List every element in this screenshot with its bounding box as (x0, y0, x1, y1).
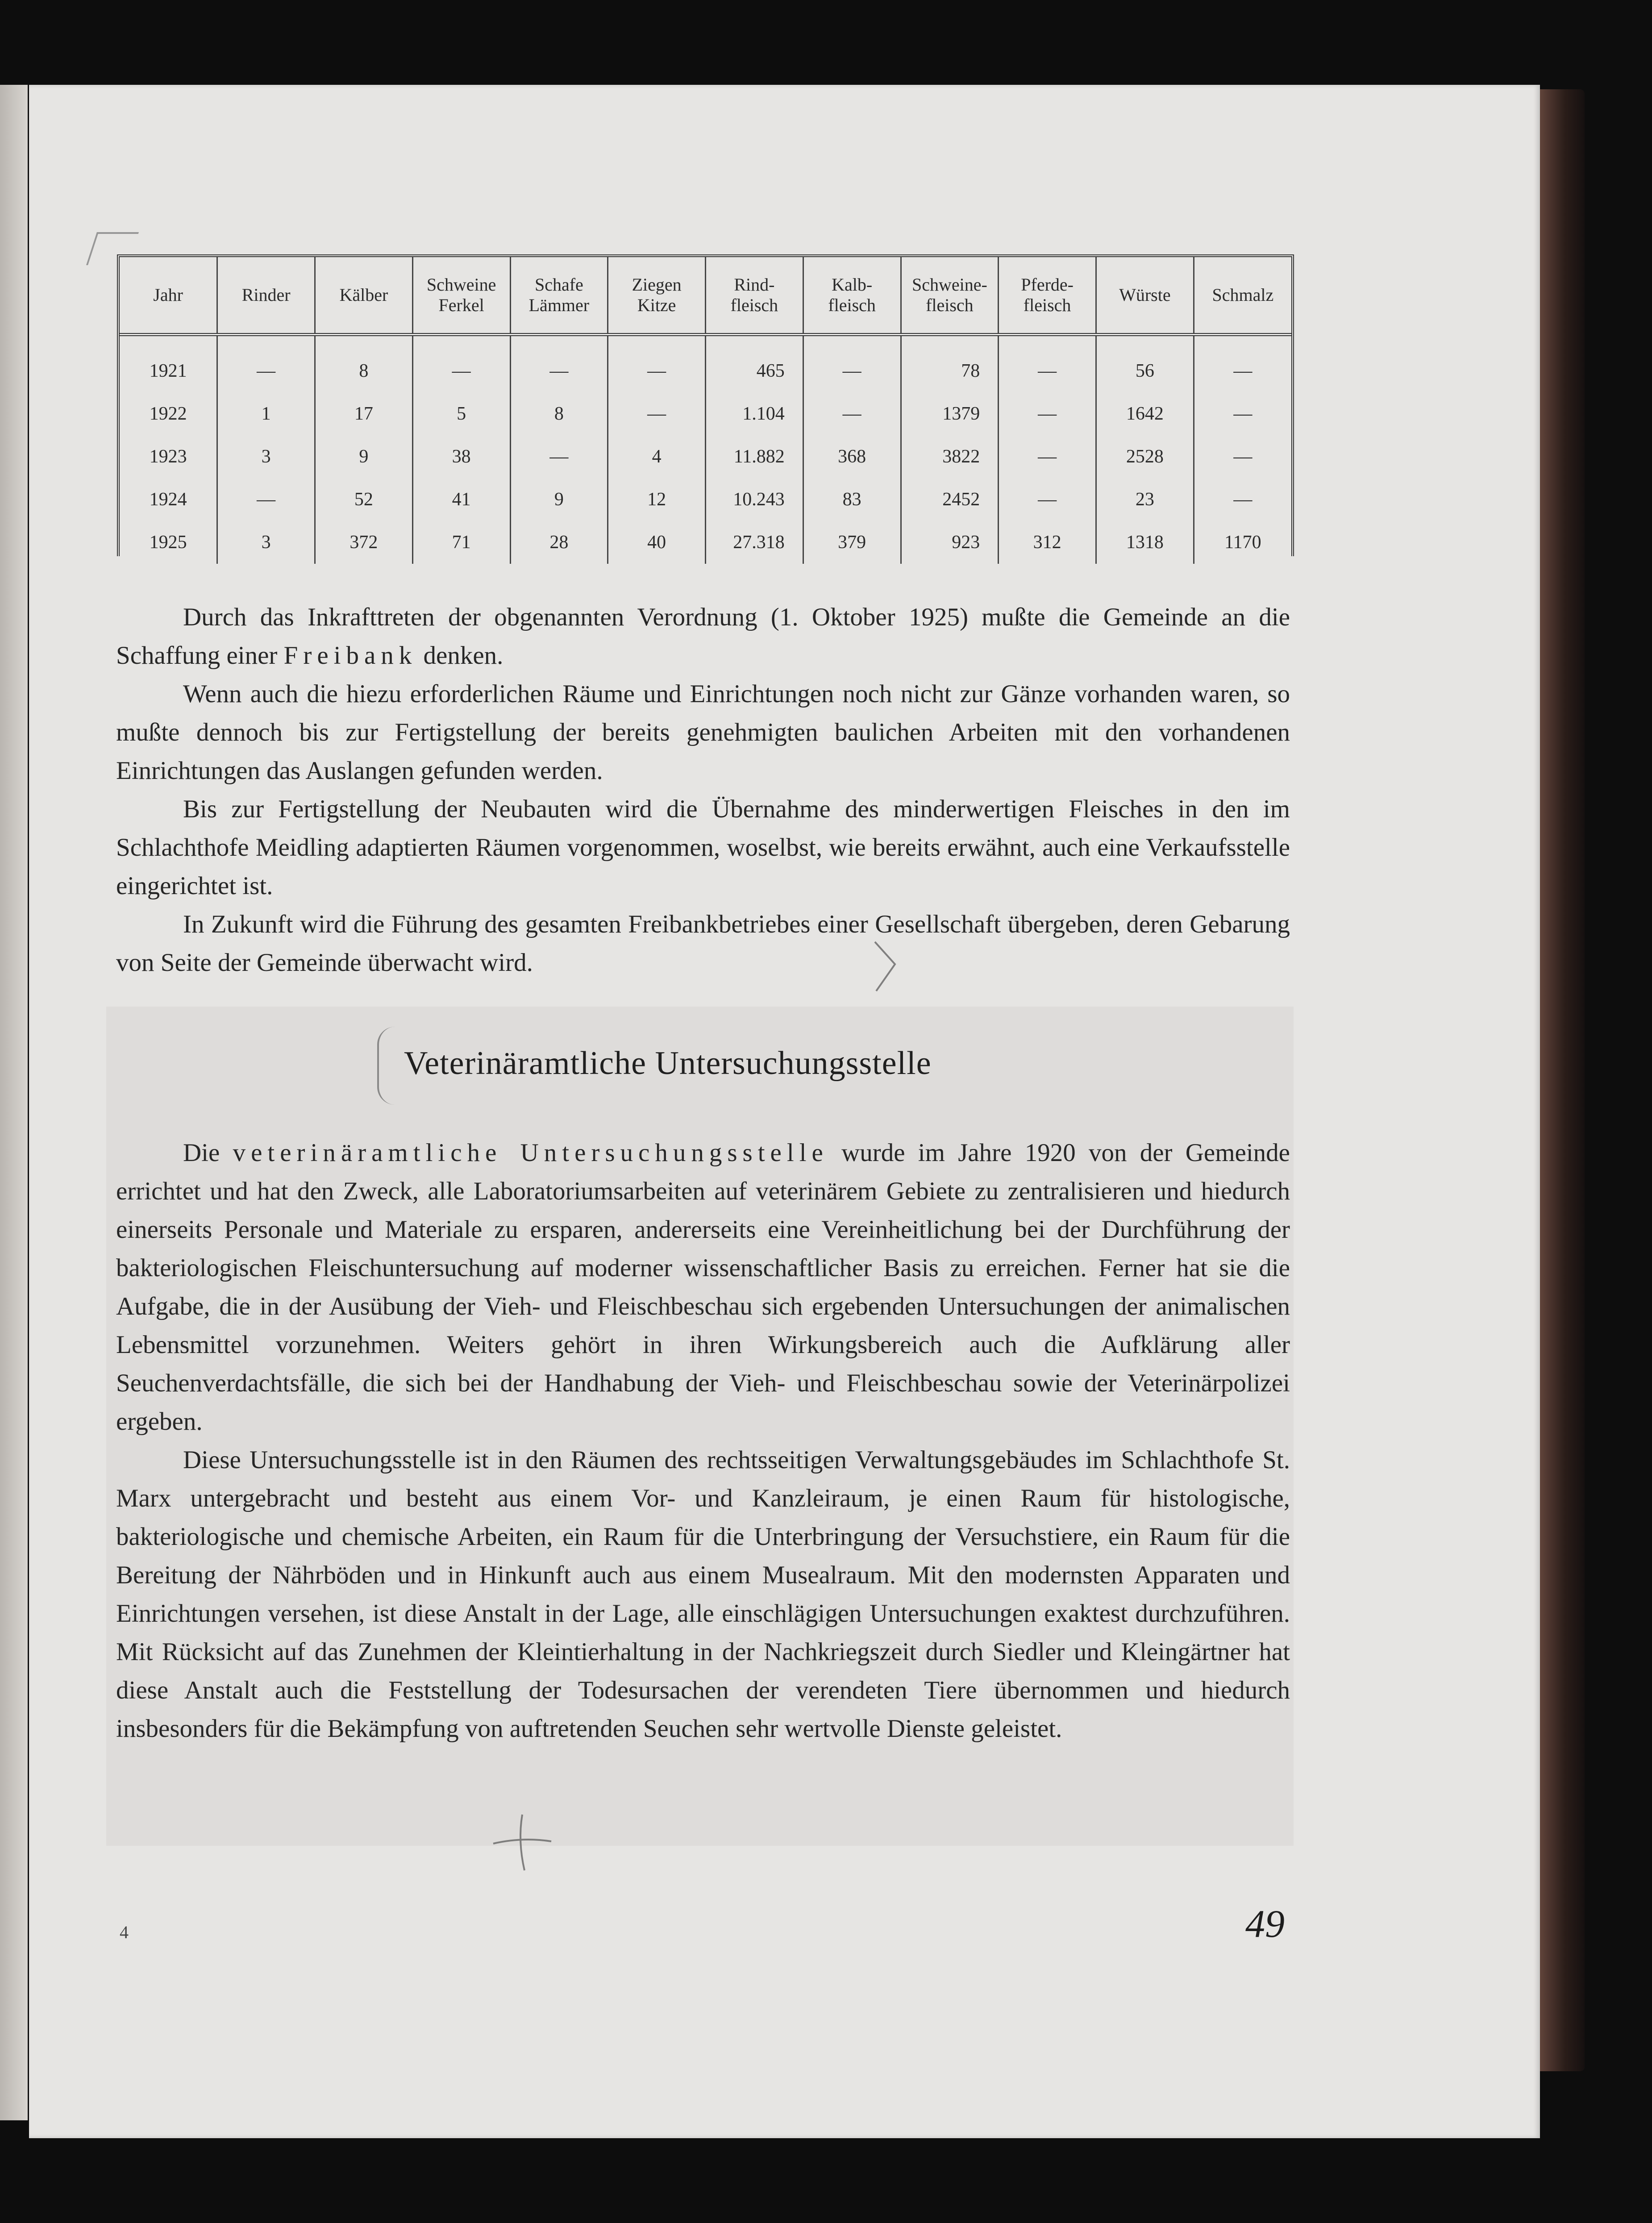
table-cell: 1924 (120, 478, 217, 521)
column-header: Schmalz (1194, 257, 1291, 335)
paragraph: In Zukunft wird die Führung des gesamten Freibankbetriebes einer Gesellschaft übergeben, deren Gebarung von Seite der Gemeinde überwacht wird. (116, 910, 1290, 977)
table-cell: 1318 (1096, 521, 1194, 564)
table-cell: 1925 (120, 521, 217, 564)
column-header: Ziegen Kitze (608, 257, 706, 335)
table-cell: — (1233, 446, 1253, 467)
paragraph: Wenn auch die hiezu erforderlichen Räume und Einrichtungen noch nicht zur Gänze vorhanden waren, so mußte dennoch bis zur Fertigstellung der bereits genehmigten baulichen Arbeiten mit den vorhandenen Einrichtungen das Auslangen gefunden werden. (116, 680, 1290, 785)
table-row (120, 478, 1291, 521)
paragraph-text: denken. (417, 641, 504, 670)
page-number: 49 (1245, 1902, 1285, 1946)
table-spacer-row (120, 335, 1291, 350)
table-cell: — (608, 392, 706, 435)
table-cell: 12 (608, 478, 706, 521)
table-cell: 2528 (1096, 435, 1194, 478)
table-cell: 3822 (901, 435, 999, 478)
column-header: Kalb- fleisch (803, 257, 901, 335)
table-cell: 1922 (120, 392, 217, 435)
table-body (120, 335, 1291, 564)
table-cell: 379 (803, 521, 901, 564)
table-cell: — (1233, 361, 1253, 381)
paragraph: Bis zur Fertigstellung der Neubauten wird die Übernahme des minderwertigen Fleisches in den im Schlachthofe Meidling adaptierten Räumen vorgenommen, woselbst, wie bereits erwähnt, auch eine Verkaufsstelle eingerichtet ist. (116, 795, 1290, 900)
signature-mark: 4 (120, 1922, 129, 1942)
table-cell: — (803, 350, 901, 392)
column-header: Schafe Lämmer (510, 257, 608, 335)
column-header: Kälber (315, 257, 413, 335)
table-cell: 17 (315, 392, 413, 435)
spaced-emphasis: veterinäramtliche Untersuchungsstelle (233, 1139, 828, 1167)
table-cell: — (510, 350, 608, 392)
table-cell: — (412, 350, 510, 392)
table-cell: — (999, 478, 1096, 521)
column-header: Pferde- fleisch (999, 257, 1096, 335)
paragraph (116, 598, 1290, 675)
paragraph (116, 1134, 1290, 1441)
table-cell: 1923 (120, 435, 217, 478)
table-cell: 28 (510, 521, 608, 564)
table-cell: 52 (315, 478, 413, 521)
table-cell: 23 (1096, 478, 1194, 521)
table-cell: 372 (315, 521, 413, 564)
table-cell: 2452 (901, 478, 999, 521)
table-cell: — (217, 350, 315, 392)
table-cell: — (999, 350, 1096, 392)
table-cell: 5 (412, 392, 510, 435)
paragraph-text: wurde im Jahre 1920 von der Gemeinde errichtet und hat den Zweck, alle Laboratoriumsarbeiten auf veterinärem Gebiete zu zentralisieren und hiedurch einerseits Personale und Materiale zu ersparen, andererseits eine Vereinheitlichung bei der Durchführung der bakteriologischen Fleischuntersuchung auf moderner wissenschaftlicher Basis zu erreichen. Ferner hat sie die Aufgabe, die in der Ausübung der Vieh- und Fleischbeschau sich ergebenden Untersuchungen der animalischen Lebensmittel vorzunehmen. Weiters gehört in ihren Wirkungsbereich auch die Aufklärung aller Seuchenverdachtsfälle, die sich bei der Handhabung der Vieh- und Fleischbeschau sowie der Veterinärpolizei ergeben. (116, 1139, 1290, 1436)
table-cell: 10.243 (706, 478, 803, 521)
table-cell: 41 (412, 478, 510, 521)
table-header-row (120, 257, 1291, 335)
table-cell: 38 (412, 435, 510, 478)
paragraph-text: Die (183, 1139, 233, 1167)
table-cell: 1921 (120, 350, 217, 392)
table-cell: 11.882 (706, 435, 803, 478)
table-cell: 56 (1096, 350, 1194, 392)
table-cell: 923 (901, 521, 999, 564)
table-cell: 8 (510, 392, 608, 435)
table-cell: 312 (999, 521, 1096, 564)
book-spine-left (0, 85, 28, 2120)
section-title: Veterinäramtliche Untersuchungsstelle (404, 1045, 932, 1082)
table-cell: 3 (217, 521, 315, 564)
book-edge-right (1535, 89, 1585, 2071)
statistics-table-grid (120, 257, 1291, 564)
table-cell: 1642 (1096, 392, 1194, 435)
table-cell: 4 (608, 435, 706, 478)
table-cell: 368 (803, 435, 901, 478)
table-cell: — (999, 392, 1096, 435)
table-cell: 71 (412, 521, 510, 564)
column-header: Jahr (120, 257, 217, 335)
table-cell: 1 (217, 392, 315, 435)
table-row (120, 392, 1291, 435)
freibank-text (116, 598, 1290, 982)
pencil-mark-arrow (873, 940, 899, 993)
table-cell: 83 (803, 478, 901, 521)
table-cell: 1.104 (706, 392, 803, 435)
table-row (120, 435, 1291, 478)
spaced-emphasis: Freibank (283, 641, 417, 670)
column-header: Schweine Ferkel (412, 257, 510, 335)
table-cell: 1170 (1224, 532, 1261, 553)
table-cell: 3 (217, 435, 315, 478)
table-cell: 8 (315, 350, 413, 392)
table-cell: — (999, 435, 1096, 478)
column-header: Schweine- fleisch (901, 257, 999, 335)
table-cell: 40 (608, 521, 706, 564)
column-header: Rind- fleisch (706, 257, 803, 335)
table-cell: — (217, 478, 315, 521)
paragraph-text: Durch das Inkrafttreten der obgenannten Verordnung (1. Oktober 1925) mußte die Gemeinde an die Schaffung einer (116, 603, 1290, 670)
table-cell: 465 (706, 350, 803, 392)
section-text (116, 1134, 1290, 1748)
table-cell: 78 (901, 350, 999, 392)
table-cell: 1379 (901, 392, 999, 435)
pencil-mark-bracket (377, 1027, 406, 1105)
pencil-mark-cross (491, 1810, 553, 1873)
statistics-table (117, 254, 1294, 556)
table-cell: 9 (315, 435, 413, 478)
table-cell: — (510, 435, 608, 478)
table-cell: — (803, 392, 901, 435)
table-row (120, 521, 1291, 564)
table-cell: — (1233, 404, 1253, 424)
table-row (120, 350, 1291, 392)
column-header: Rinder (217, 257, 315, 335)
table-cell: 9 (510, 478, 608, 521)
table-cell: 27.318 (706, 521, 803, 564)
paragraph: Diese Untersuchungsstelle ist in den Räumen des rechtsseitigen Verwaltungsgebäudes im Schlachthofe St. Marx untergebracht und besteht aus einem Vor- und Kanzleiraum, je einen Raum für histologische, bakteriologische und chemische Arbeiten, ein Raum für die Unterbringung der Versuchstiere, ein Raum für die Bereitung der Nährböden und in Hinkunft auch aus einem Musealraum. Mit den modernsten Apparaten und Einrichtungen versehen, ist diese Anstalt in der Lage, alle einschlägigen Untersuchungen exaktest durchzuführen. Mit Rücksicht auf das Zunehmen der Kleintierhaltung in der Nachkriegszeit durch Siedler und Kleingärtner hat diese Anstalt auch die Feststellung der Todesursachen der verendeten Tiere übernommen und hiedurch insbesonders für die Bekämpfung von auftretenden Seuchen sehr wertvolle Dienste geleistet. (116, 1446, 1290, 1743)
table-cell: — (1233, 489, 1253, 510)
table-cell: — (608, 350, 706, 392)
column-header: Würste (1096, 257, 1194, 335)
